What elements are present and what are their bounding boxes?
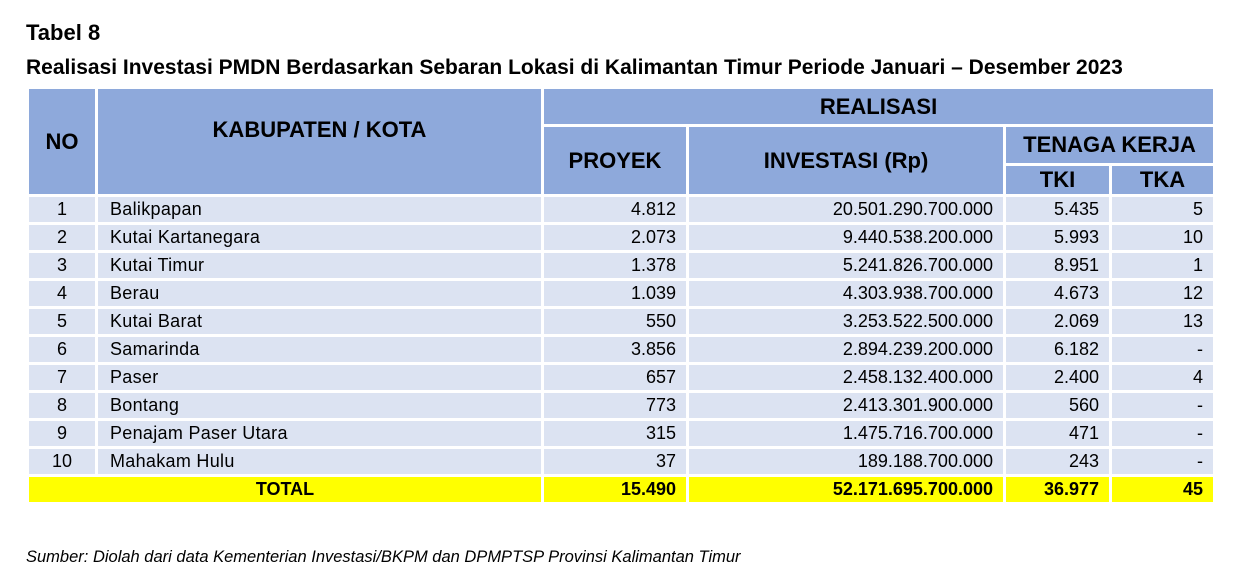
cell-region: Berau [97,280,543,308]
cell-projects: 1.039 [543,280,688,308]
cell-tka: 13 [1111,308,1215,336]
cell-projects: 4.812 [543,196,688,224]
cell-tka: 12 [1111,280,1215,308]
cell-projects: 37 [543,448,688,476]
cell-no: 1 [28,196,97,224]
cell-region: Kutai Kartanegara [97,224,543,252]
cell-region: Samarinda [97,336,543,364]
cell-no: 4 [28,280,97,308]
total-row [28,476,1215,504]
cell-region: Penajam Paser Utara [97,420,543,448]
cell-tki: 560 [1005,392,1111,420]
cell-projects: 315 [543,420,688,448]
header-workforce: TENAGA KERJA [1005,126,1215,165]
cell-tki: 8.951 [1005,252,1111,280]
cell-no: 6 [28,336,97,364]
cell-tka: - [1111,336,1215,364]
source-note: Sumber: Diolah dari data Kementerian Investasi/BKPM dan DPMPTSP Provinsi Kalimantan Timur [26,548,741,566]
cell-investment: 4.303.938.700.000 [688,280,1005,308]
header-tki: TKI [1005,165,1111,196]
cell-tki: 6.182 [1005,336,1111,364]
cell-no: 10 [28,448,97,476]
total-tki: 36.977 [1005,476,1111,504]
cell-region: Kutai Timur [97,252,543,280]
cell-projects: 2.073 [543,224,688,252]
cell-no: 2 [28,224,97,252]
cell-region: Paser [97,364,543,392]
header-tka: TKA [1111,165,1215,196]
table-row [28,196,1215,224]
cell-tka: - [1111,392,1215,420]
cell-region: Bontang [97,392,543,420]
table-row [28,308,1215,336]
cell-tki: 471 [1005,420,1111,448]
table-row [28,420,1215,448]
cell-tki: 4.673 [1005,280,1111,308]
total-projects: 15.490 [543,476,688,504]
cell-no: 9 [28,420,97,448]
cell-projects: 773 [543,392,688,420]
header-region: KABUPATEN / KOTA [97,88,543,196]
table-row [28,448,1215,476]
cell-region: Balikpapan [97,196,543,224]
cell-investment: 3.253.522.500.000 [688,308,1005,336]
cell-no: 3 [28,252,97,280]
table-number: Tabel 8 [26,20,101,45]
table-row [28,252,1215,280]
cell-projects: 657 [543,364,688,392]
cell-investment: 2.458.132.400.000 [688,364,1005,392]
cell-tki: 5.993 [1005,224,1111,252]
cell-no: 8 [28,392,97,420]
cell-no: 7 [28,364,97,392]
table-row [28,336,1215,364]
table-title: Realisasi Investasi PMDN Berdasarkan Sebaran Lokasi di Kalimantan Timur Periode Januari – Desember 2023 [26,56,1123,79]
table-row [28,392,1215,420]
cell-investment: 189.188.700.000 [688,448,1005,476]
header-projects: PROYEK [543,126,688,196]
table-row [28,280,1215,308]
cell-tki: 2.069 [1005,308,1111,336]
cell-region: Mahakam Hulu [97,448,543,476]
cell-tka: 10 [1111,224,1215,252]
header-realization: REALISASI [543,88,1215,126]
cell-tki: 243 [1005,448,1111,476]
cell-investment: 5.241.826.700.000 [688,252,1005,280]
cell-projects: 550 [543,308,688,336]
total-tka: 45 [1111,476,1215,504]
header-no: NO [28,88,97,196]
cell-projects: 3.856 [543,336,688,364]
cell-investment: 1.475.716.700.000 [688,420,1005,448]
cell-no: 5 [28,308,97,336]
cell-tki: 2.400 [1005,364,1111,392]
table-row [28,224,1215,252]
cell-tka: - [1111,448,1215,476]
cell-investment: 9.440.538.200.000 [688,224,1005,252]
cell-tki: 5.435 [1005,196,1111,224]
cell-region: Kutai Barat [97,308,543,336]
cell-investment: 20.501.290.700.000 [688,196,1005,224]
header-investment: INVESTASI (Rp) [688,126,1005,196]
cell-tka: 4 [1111,364,1215,392]
table-row [28,364,1215,392]
cell-tka: 1 [1111,252,1215,280]
cell-investment: 2.894.239.200.000 [688,336,1005,364]
investment-table [26,86,1216,505]
cell-investment: 2.413.301.900.000 [688,392,1005,420]
cell-tka: 5 [1111,196,1215,224]
total-investment: 52.171.695.700.000 [688,476,1005,504]
cell-tka: - [1111,420,1215,448]
cell-projects: 1.378 [543,252,688,280]
total-label: TOTAL [28,476,543,504]
